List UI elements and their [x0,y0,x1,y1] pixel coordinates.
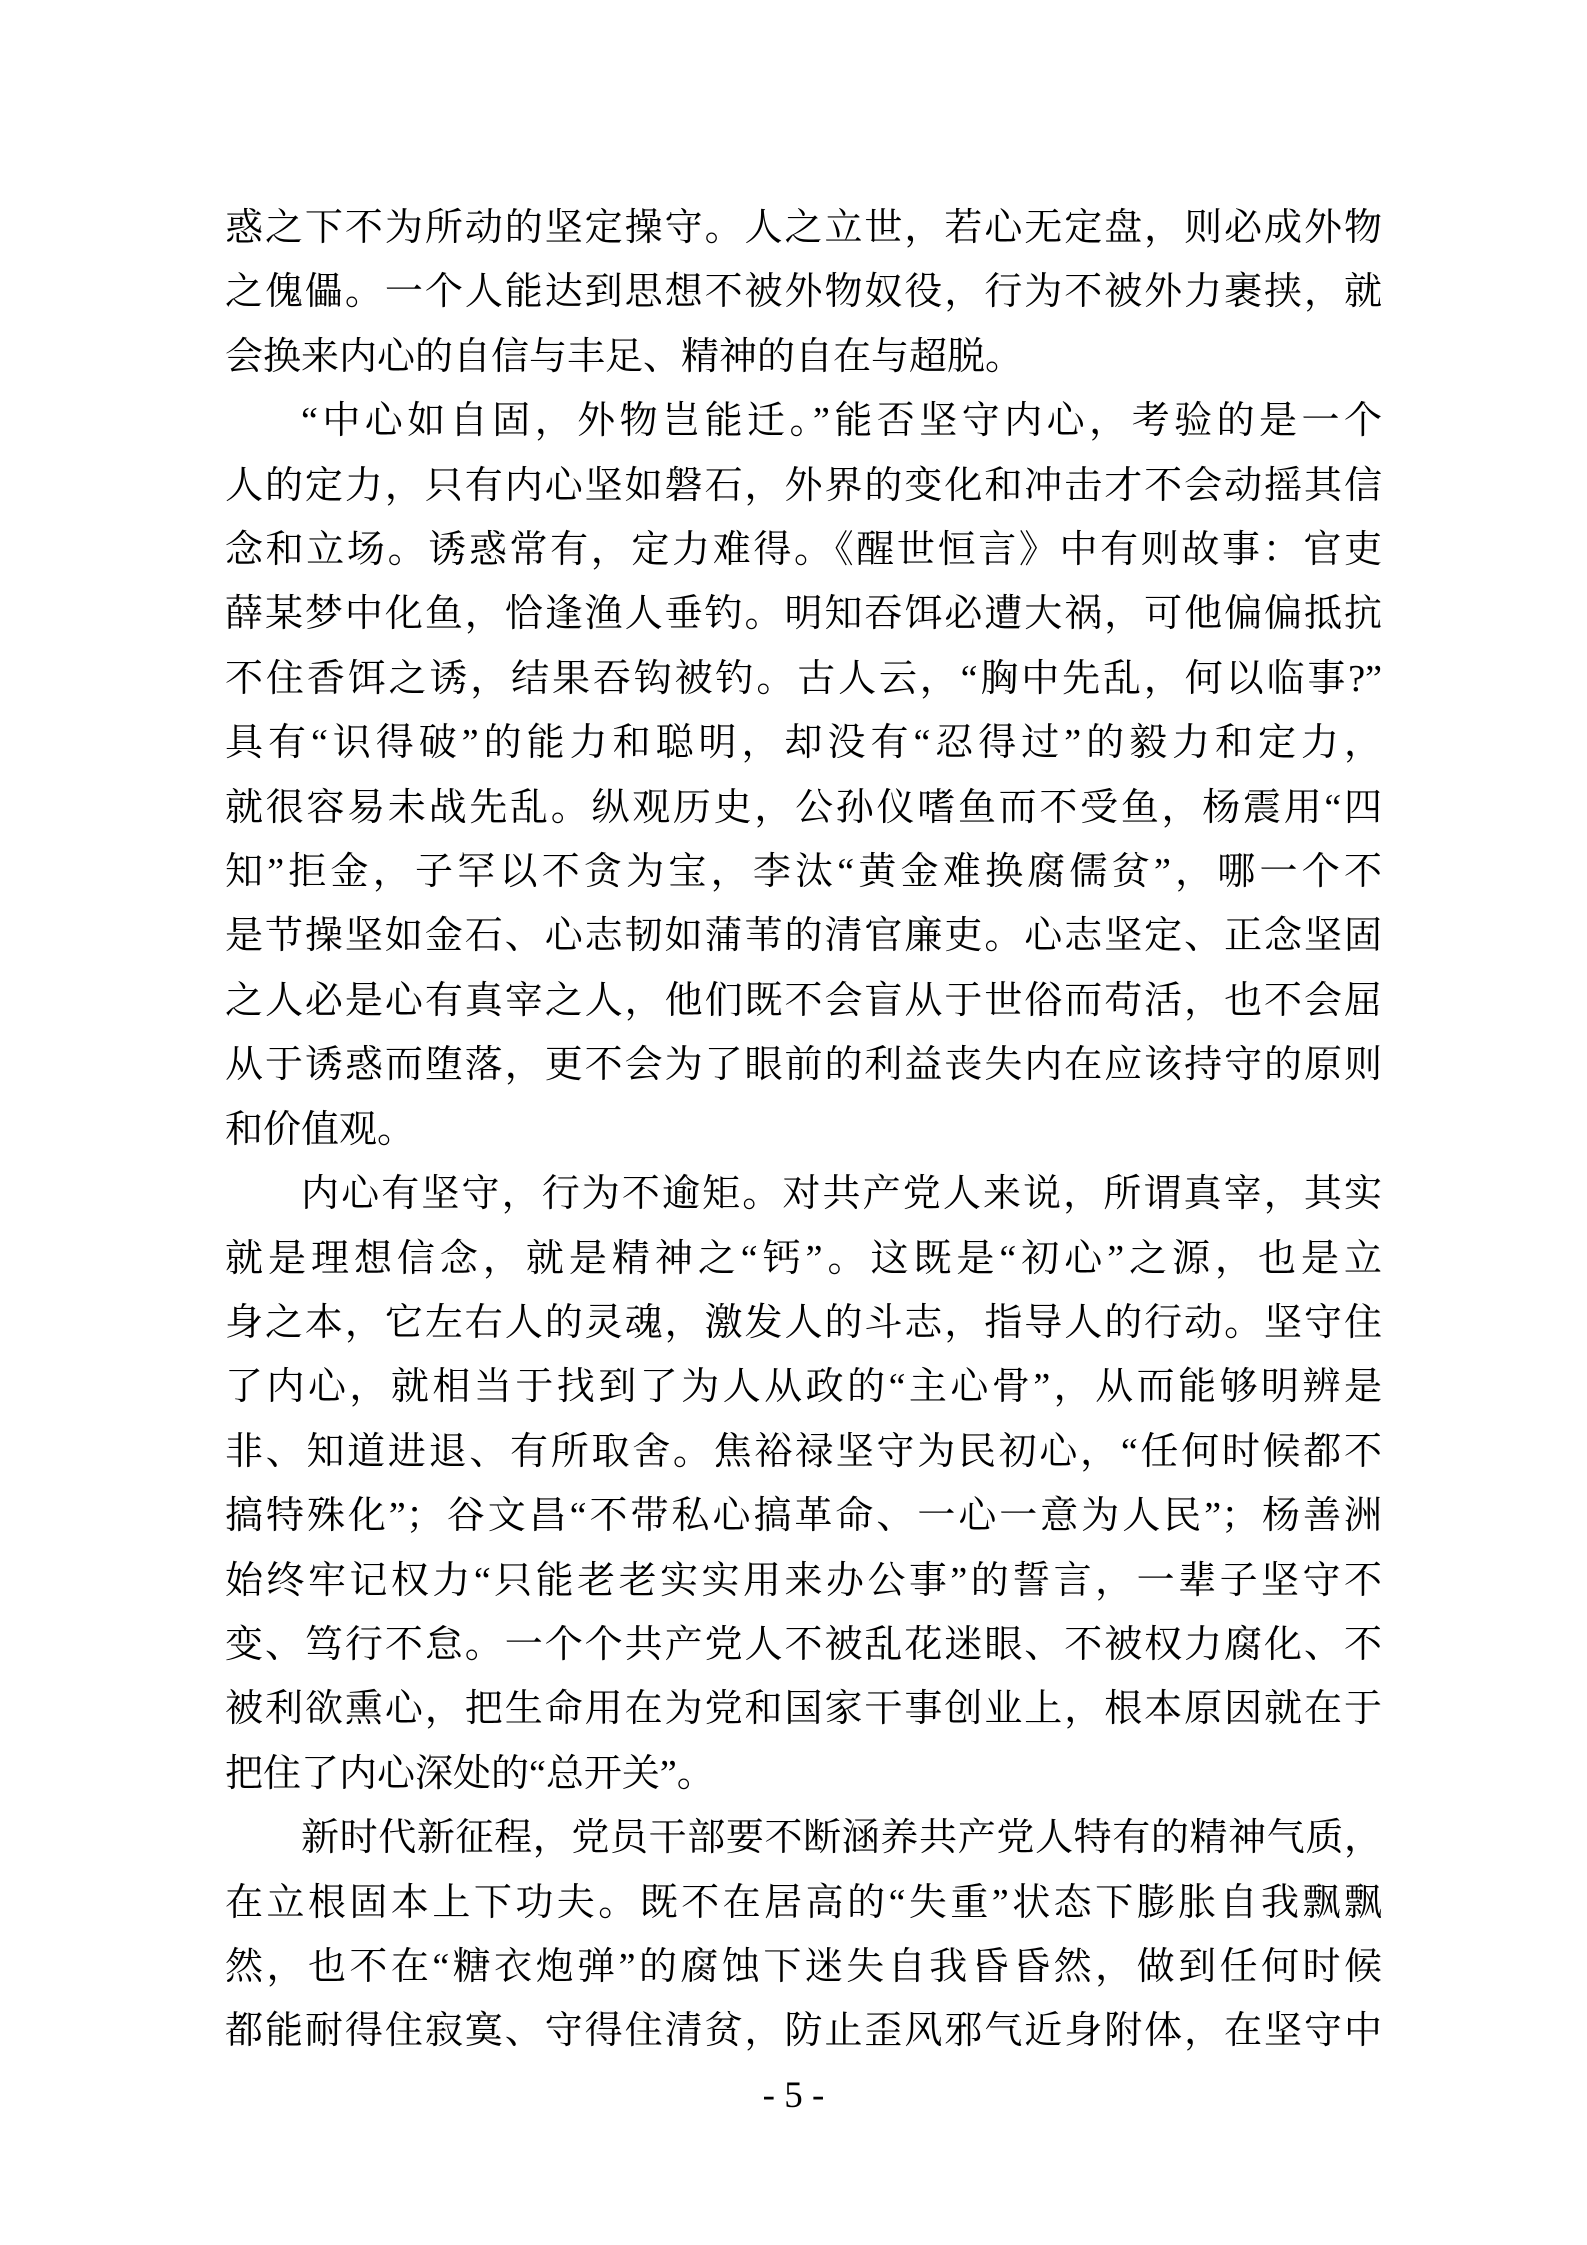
text-line: 都能耐得住寂寞、守得住清贫，防止歪风邪气近身附体，在坚守中 [225,2010,1382,2053]
text-line: 被利欲熏心，把生命用在为党和国家干事创业上，根本原因就在于 [225,1688,1382,1731]
text-line: 之傀儡。一个人能达到思想不被外物奴役，行为不被外力裹挟，就 [225,271,1382,314]
page-number: - 5 - [762,2075,825,2116]
text-line: 念和立场。诱惑常有，定力难得。《醒世恒言》中有则故事：官吏 [225,529,1382,572]
text-line: “中心如自固，外物岂能迁。”能否坚守内心，考验的是一个 [301,400,1382,443]
text-line: 具有“识得破”的能力和聪明，却没有“忍得过”的毅力和定力， [225,722,1382,765]
text-line: 了内心，就相当于找到了为人从政的“主心骨”，从而能够明辨是 [225,1366,1382,1409]
text-line: 就是理想信念，就是精神之“钙”。这既是“初心”之源，也是立 [225,1237,1382,1280]
text-line: 始终牢记权力“只能老老实实用来办公事”的誓言，一辈子坚守不 [225,1559,1382,1602]
text-line: 把住了内心深处的“总开关”。 [225,1752,715,1795]
text-line: 惑之下不为所动的坚定操守。人之立世，若心无定盘，则必成外物 [225,207,1382,249]
text-line: 身之本，它左右人的灵魂，激发人的斗志，指导人的行动。坚守住 [225,1301,1382,1344]
document-body [225,196,1382,2064]
text-line: 非、知道进退、有所取舍。焦裕禄坚守为民初心，“任何时候都不 [225,1430,1382,1473]
text-line: 新时代新征程，党员干部要不断涵养共产党人特有的精神气质， [301,1817,1382,1860]
text-line: 从于诱惑而堕落，更不会为了眼前的利益丧失内在应该持守的原则 [225,1044,1382,1087]
text-line: 不住香饵之诱，结果吞钩被钓。古人云，“胸中先乱，何以临事?” [225,657,1382,700]
text-line: 是节操坚如金石、心志韧如蒲苇的清官廉吏。心志坚定、正念坚固 [225,915,1382,958]
text-line: 和价值观。 [225,1108,416,1151]
text-line: 人的定力，只有内心坚如磐石，外界的变化和冲击才不会动摇其信 [225,464,1382,507]
text-line: 会换来内心的自信与丰足、精神的自在与超脱。 [225,335,1024,378]
text-line: 变、笃行不怠。一个个共产党人不被乱花迷眼、不被权力腐化、不 [225,1623,1382,1666]
text-line: 然，也不在“糖衣炮弹”的腐蚀下迷失自我昏昏然，做到任何时候 [225,1945,1382,1988]
text-line: 之人必是心有真宰之人，他们既不会盲从于世俗而苟活，也不会屈 [225,979,1382,1022]
text-line: 搞特殊化”；谷文昌“不带私心搞革命、一心一意为人民”；杨善洲 [225,1495,1382,1538]
text-line: 薛某梦中化鱼，恰逢渔人垂钓。明知吞饵必遭大祸，可他偏偏抵抗 [225,593,1382,636]
text-line: 就很容易未战先乱。纵观历史，公孙仪嗜鱼而不受鱼，杨震用“四 [225,786,1382,829]
text-line: 内心有坚守，行为不逾矩。对共产党人来说，所谓真宰，其实 [301,1173,1382,1216]
text-line: 知”拒金，子罕以不贪为宝，李汰“黄金难换腐儒贫”，哪一个不 [225,851,1382,894]
text-line: 在立根固本上下功夫。既不在居高的“失重”状态下膨胀自我飘飘 [225,1881,1382,1924]
